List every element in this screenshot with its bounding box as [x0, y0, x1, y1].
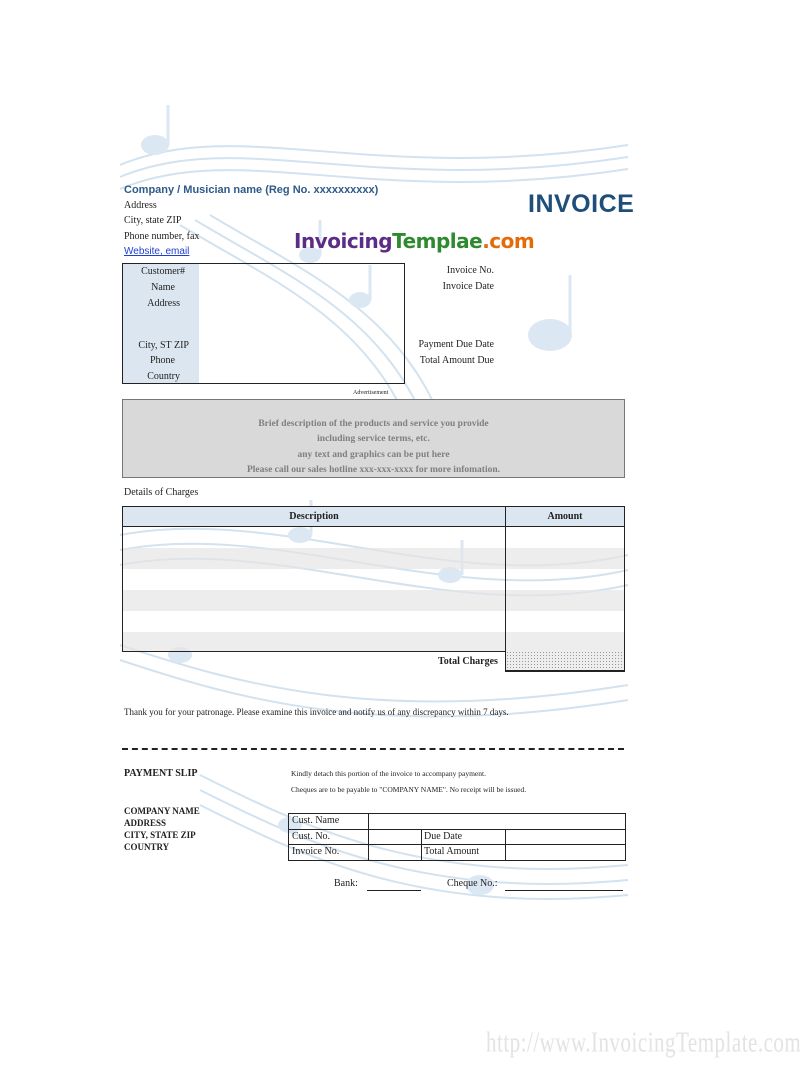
- total-charges-label: Total Charges: [438, 656, 498, 667]
- company-phone: Phone number, fax: [124, 231, 200, 242]
- ad-line-3: any text and graphics can be put here: [297, 450, 450, 460]
- invoice-no-label: Invoice No.: [292, 846, 340, 857]
- label-customer-city: City, ST ZIP: [138, 340, 189, 351]
- company-address: Address: [124, 200, 157, 211]
- header-description: Description: [123, 507, 505, 527]
- ad-line-1: Brief description of the products and service you provide: [258, 419, 489, 429]
- label-total-amount-due: Total Amount Due: [419, 355, 494, 366]
- label-customer-name: Name: [151, 282, 175, 293]
- cust-no-label: Cust. No.: [292, 831, 331, 842]
- slip-address: ADDRESS: [124, 818, 167, 828]
- ad-line-2: including service terms, etc.: [317, 434, 430, 444]
- payment-slip-table: [288, 813, 626, 861]
- row-divider: [289, 844, 625, 845]
- cust-name-label: Cust. Name: [292, 815, 340, 826]
- company-name: Company / Musician name (Reg No. xxxxxxxxxx): [124, 184, 379, 196]
- column-divider: [421, 829, 422, 860]
- logo-part-templae: Templae: [392, 229, 483, 253]
- logo-part-invoicing: Invoicing: [294, 229, 393, 253]
- bank-label: Bank:: [334, 878, 358, 889]
- bank-field[interactable]: [367, 890, 421, 891]
- advertisement-label: Advertisement: [353, 390, 389, 396]
- detach-line: [122, 748, 624, 750]
- column-divider: [505, 507, 506, 651]
- table-row[interactable]: [123, 569, 624, 590]
- thank-you-note: Thank you for your patronage. Please examine this invoice and notify us of any discrepancy within 7 days.: [124, 707, 509, 717]
- table-row[interactable]: [123, 611, 624, 632]
- company-website-link[interactable]: Website, email: [124, 246, 190, 257]
- cheque-label: Cheque No.:: [447, 878, 498, 889]
- customer-labels-column: [123, 264, 199, 383]
- table-row[interactable]: [123, 632, 624, 651]
- payment-slip-note-1: Kindly detach this portion of the invoice to accompany payment.: [291, 769, 486, 778]
- payment-slip-title: PAYMENT SLIP: [124, 768, 198, 779]
- table-row[interactable]: [123, 548, 624, 569]
- row-divider: [289, 829, 625, 830]
- company-city: City, state ZIP: [124, 215, 182, 226]
- total-charges-cell[interactable]: [505, 651, 625, 672]
- invoice-title: INVOICE: [528, 190, 635, 218]
- header-amount: Amount: [506, 507, 624, 527]
- logo: [294, 229, 534, 253]
- label-customer-country: Country: [147, 371, 180, 382]
- customer-info-box: [122, 263, 405, 384]
- label-customer-number: Customer#: [141, 266, 185, 277]
- ad-line-4: Please call our sales hotline xxx-xxx-xxxx for more infomation.: [246, 465, 501, 475]
- advertisement-box: [122, 399, 625, 478]
- watermark-url: http://www.InvoicingTemplate.com: [486, 1026, 801, 1059]
- label-customer-address: Address: [147, 298, 180, 309]
- label-invoice-no: Invoice No.: [446, 265, 494, 276]
- table-row[interactable]: [123, 527, 624, 548]
- label-payment-due-date: Payment Due Date: [418, 339, 494, 350]
- column-divider: [368, 814, 369, 860]
- label-customer-phone: Phone: [150, 355, 175, 366]
- total-amount-label: Total Amount: [424, 846, 480, 857]
- cheque-field[interactable]: [505, 890, 623, 891]
- due-date-label: Due Date: [424, 831, 463, 842]
- details-of-charges-label: Details of Charges: [124, 487, 199, 498]
- label-invoice-date: Invoice Date: [442, 281, 494, 292]
- charges-table: [122, 506, 625, 652]
- payment-slip-note-2: Cheques are to be payable to "COMPANY NAME". No receipt will be issued.: [291, 785, 527, 794]
- column-divider: [505, 829, 506, 860]
- slip-country: COUNTRY: [124, 842, 170, 852]
- logo-part-com: .com: [482, 229, 535, 253]
- slip-city: CITY, STATE ZIP: [124, 830, 196, 840]
- table-row[interactable]: [123, 590, 624, 611]
- slip-company-name: COMPANY NAME: [124, 806, 200, 816]
